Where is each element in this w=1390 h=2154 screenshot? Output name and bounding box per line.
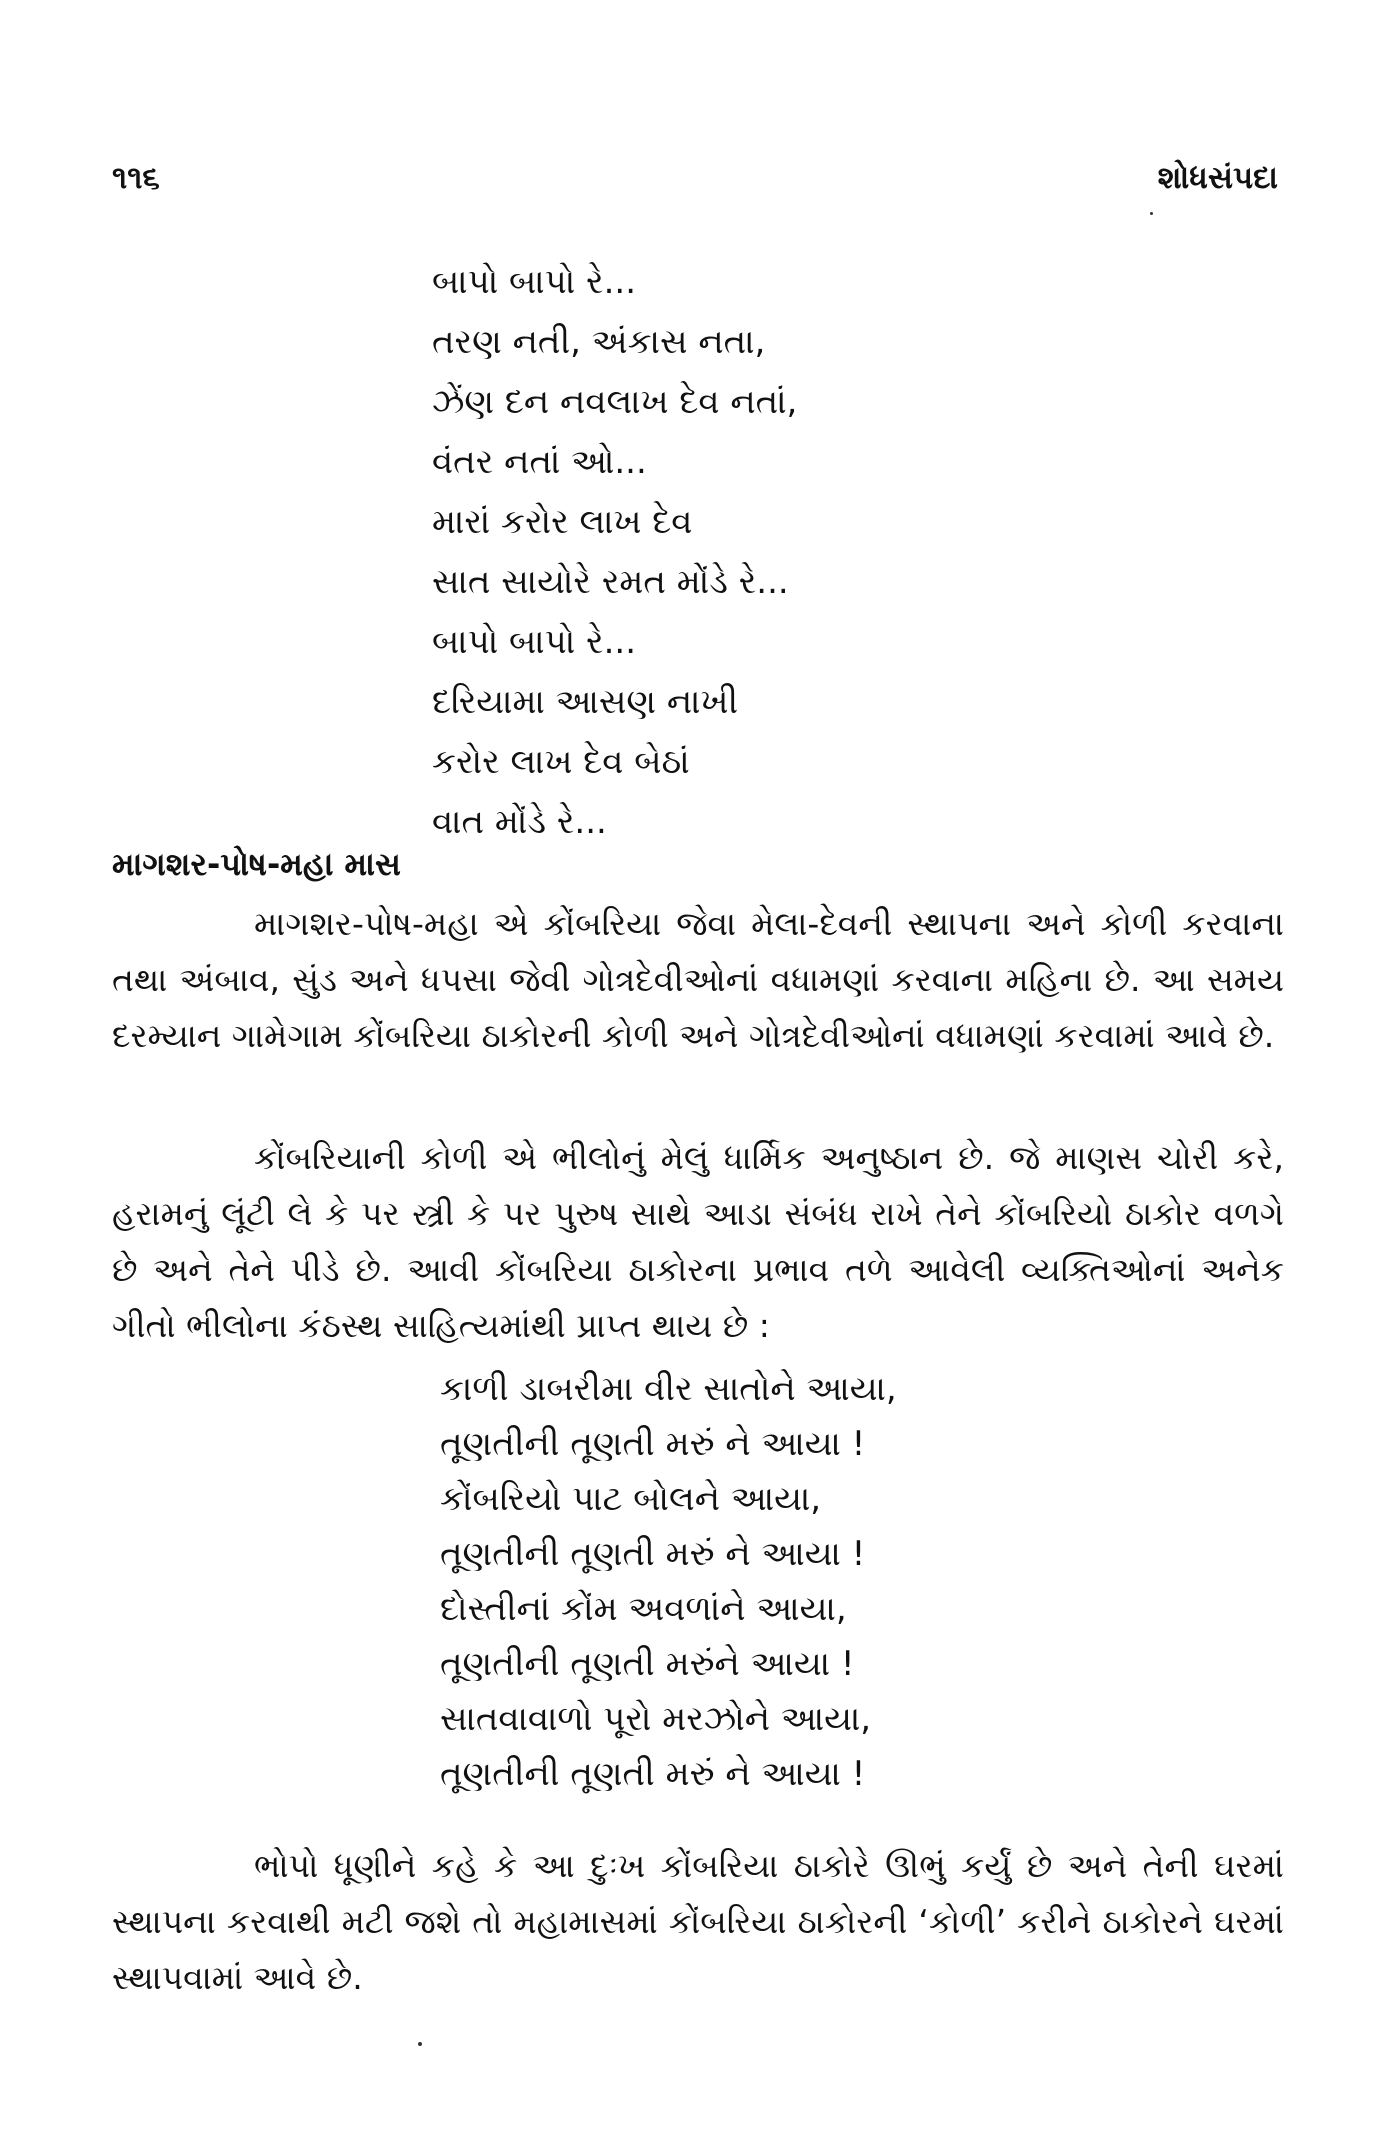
verse-line: તૂણતીની તૂણતી મરું ને આયા ! bbox=[440, 1534, 866, 1574]
verse-line: સાત સાયોરે રમત મોંડે રે... bbox=[432, 562, 789, 602]
body-paragraph: માગશર-પોષ-મહા એ કોંબરિયા જેવા મેલા-દેવની સ્થાપના અને કોળી કરવાના તથા અંબાવ, સુંડ અને ધપસા જેવી ગોત્રદેવીઓનાં વધામણાં કરવાના મહિના છે. આ સમય દરમ્યાન ગામેગામ કોંબરિયા ઠાકોરની કોળી અને ગોત્રદેવીઓનાં વધામણાં કરવામાં આવે છે. bbox=[112, 904, 1284, 1055]
verse-line: ઝેંણ દન નવલાખ દેવ નતાં, bbox=[432, 382, 798, 422]
body-paragraph: કોંબરિયાની કોળી એ ભીલોનું મેલું ધાર્મિક અનુષ્ઠાન છે. જે માણસ ચોરી કરે, હરામનું લૂંટી લે કે પર સ્ત્રી કે પર પુરુષ સાથે આડા સંબંધ રાખે તેને કોંબરિયો ઠાકોર વળગે છે અને તેને પીડે છે. આવી કોંબરિયા ઠાકોરના પ્રભાવ તળે આવેલી વ્યક્તિઓનાં અનેક ગીતો ભીલોના કંઠસ્થ સાહિત્યમાંથી પ્રાપ્ત થાય છે : bbox=[112, 1138, 1284, 1345]
verse-line: કોંબરિયો પાટ બોલને આયા, bbox=[440, 1479, 822, 1519]
page-number: ૧૧૬ bbox=[112, 160, 160, 196]
verse-line: મારાં કરોર લાખ દેવ bbox=[432, 502, 693, 542]
verse-line: સાતવાવાળો પૂરો મરઝોને આયા, bbox=[440, 1699, 872, 1739]
verse-block-2 bbox=[440, 1362, 1080, 1802]
verse-line: કાળી ડાબરીમા વીર સાતોને આયા, bbox=[440, 1369, 897, 1409]
verse-line: દરિયામા આસણ નાખી bbox=[432, 682, 739, 722]
running-head bbox=[112, 160, 1278, 210]
section-heading: માગશર-પોષ-મહા માસ bbox=[112, 845, 401, 883]
verse-line: તૂણતીની તૂણતી મરું ને આયા ! bbox=[440, 1754, 866, 1794]
verse-line: બાપો બાપો રે... bbox=[432, 622, 637, 662]
verse-line: વંતર નતાં ઓ... bbox=[432, 442, 647, 482]
verse-line: તૂણતીની તૂણતી મરુંને આયા ! bbox=[440, 1644, 855, 1684]
print-speck bbox=[1150, 212, 1153, 215]
print-speck bbox=[418, 2042, 422, 2046]
verse-line: વાત મોંડે રે... bbox=[432, 802, 607, 842]
verse-line: કરોર લાખ દેવ બેઠાં bbox=[432, 742, 690, 782]
verse-line: તૂણતીની તૂણતી મરું ને આયા ! bbox=[440, 1424, 866, 1464]
verse-line: બાપો બાપો રે... bbox=[432, 262, 637, 302]
body-paragraph: ભોપો ધૂણીને કહે કે આ દુઃખ કોંબરિયા ઠાકોરે ઊભું કર્યું છે અને તેની ઘરમાં સ્થાપના કરવાથી મટી જશે તો મહામાસમાં કોંબરિયા ઠાકોરની ‘કોળી’ કરીને ઠાકોરને ઘરમાં સ્થાપવામાં આવે છે. bbox=[112, 1846, 1284, 1997]
verse-line: તરણ નતી, અંકાસ નતા, bbox=[432, 322, 766, 362]
verse-line: દોસ્તીનાં કોંમ અવળાંને આયા, bbox=[440, 1589, 847, 1629]
verse-block-1 bbox=[432, 252, 1072, 852]
book-title: શોધસંપદા bbox=[1157, 160, 1278, 196]
